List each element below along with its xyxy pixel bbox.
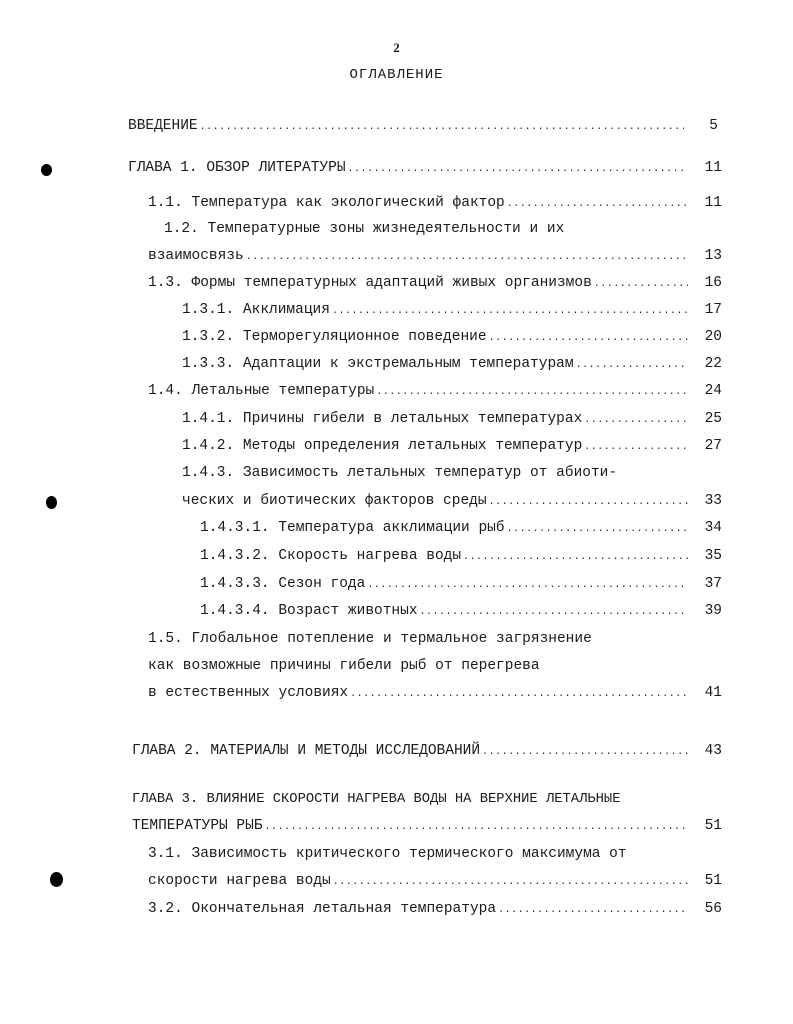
- toc-entry-1-2-line1[interactable]: 1.2. Температурные зоны жизнедеятельности и их: [164, 221, 565, 237]
- toc-entry-1-4-3-4[interactable]: 1.4.3.4. Возраст животных ..... 39: [200, 603, 722, 623]
- toc-entry-1-4-2[interactable]: 1.4.2. Методы определения летальных температур ..... 27: [182, 438, 722, 458]
- toc-entry-1-1[interactable]: 1.1. Температура как экологический фактор ..... 11: [148, 195, 722, 215]
- toc-entry-1-3-1[interactable]: 1.3.1. Акклимация ..... 17: [182, 302, 722, 322]
- toc-entry-1-4-3-3[interactable]: 1.4.3.3. Сезон года ..... 37: [200, 576, 722, 596]
- page-title: ОГЛАВЛЕНИЕ: [349, 67, 444, 83]
- toc-entry-1-4-3-line1[interactable]: 1.4.3. Зависимость летальных температур от абиоти-: [182, 465, 618, 481]
- toc-entry-chapter-2[interactable]: ГЛАВА 2. МАТЕРИАЛЫ И МЕТОДЫ ИССЛЕДОВАНИЙ ..... 43: [132, 743, 722, 763]
- toc-entry-1-4-3-2[interactable]: 1.4.3.2. Скорость нагрева воды ..... 35: [200, 548, 722, 568]
- toc-entry-3-1-line1[interactable]: 3.1. Зависимость критического термического максимума от: [148, 846, 627, 862]
- toc-entry-3-1[interactable]: скорости нагрева воды ..... 51: [148, 873, 722, 893]
- toc-entry-intro[interactable]: ВВЕДЕНИЕ ..... 5: [128, 118, 718, 138]
- toc-entry-3-2[interactable]: 3.2. Окончательная летальная температура ..... 56: [148, 901, 722, 921]
- toc-entry-1-5-line2[interactable]: как возможные причины гибели рыб от перегрева: [148, 658, 540, 674]
- toc-entry-1-3[interactable]: 1.3. Формы температурных адаптаций живых организмов ..... 16: [148, 275, 722, 295]
- toc-entry-1-5-line1[interactable]: 1.5. Глобальное потепление и термальное загрязнение: [148, 631, 592, 647]
- toc-entry-1-3-2[interactable]: 1.3.2. Терморегуляционное поведение ..... 20: [182, 329, 722, 349]
- toc-entry-1-4-3[interactable]: ческих и биотических факторов среды ..... 33: [182, 493, 722, 513]
- page-number: 2: [393, 40, 400, 55]
- toc-entry-1-4-1[interactable]: 1.4.1. Причины гибели в летальных температурах ..... 25: [182, 411, 722, 431]
- toc-entry-chapter-3-line1[interactable]: ГЛАВА 3. ВЛИЯНИЕ СКОРОСТИ НАГРЕВА ВОДЫ НА ВЕРХНИЕ ЛЕТАЛЬНЫЕ: [132, 792, 621, 807]
- toc-entry-chapter-3[interactable]: ТЕМПЕРАТУРЫ РЫБ ..... 51: [132, 818, 722, 838]
- toc-entry-1-3-3[interactable]: 1.3.3. Адаптации к экстремальным температурам ..... 22: [182, 356, 722, 376]
- toc-entry-chapter-1[interactable]: ГЛАВА 1. ОБЗОР ЛИТЕРАТУРЫ ..... 11: [128, 160, 722, 180]
- toc-entry-1-5[interactable]: в естественных условиях ..... 41: [148, 685, 722, 705]
- toc-entry-1-2[interactable]: взаимосвязь ..... 13: [148, 248, 722, 268]
- toc-entry-1-4-3-1[interactable]: 1.4.3.1. Температура акклимации рыб ..... 34: [200, 520, 722, 540]
- toc-entry-1-4[interactable]: 1.4. Летальные температуры ..... 24: [148, 383, 722, 403]
